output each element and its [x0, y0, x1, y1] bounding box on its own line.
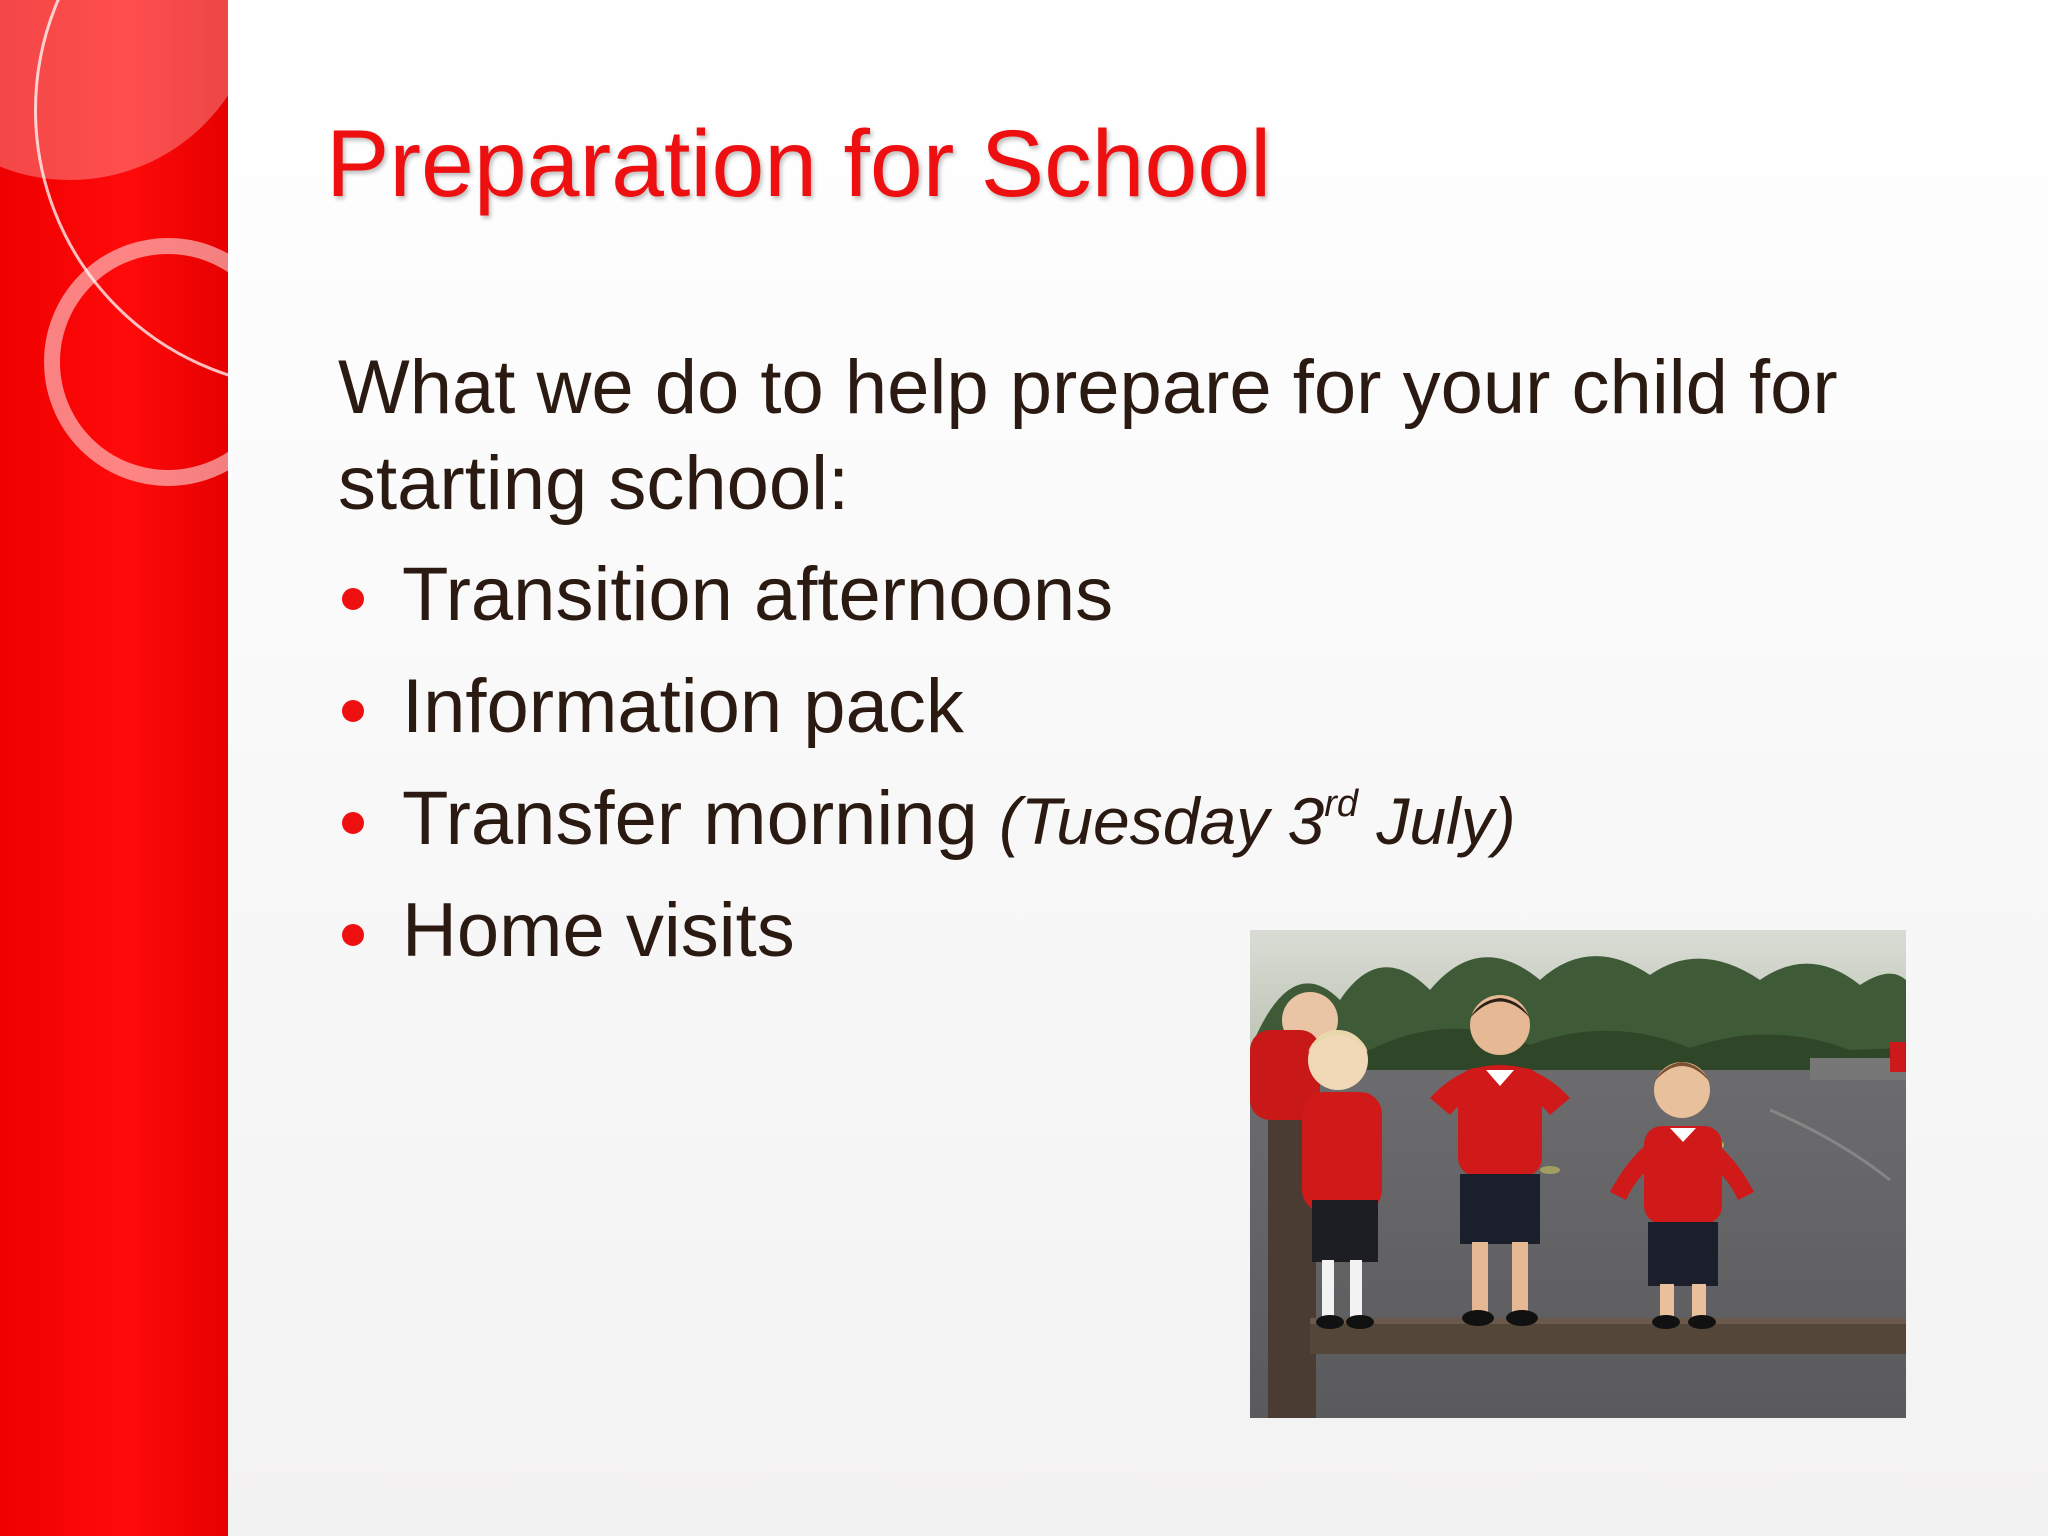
bullet-dot-icon: [342, 700, 364, 722]
bullet-dot-icon: [342, 812, 364, 834]
small-ring-decoration: [44, 238, 228, 486]
date-note: [999, 784, 1516, 858]
bullet-text: Transfer morning: [402, 776, 999, 861]
bullet-dot-icon: [342, 924, 364, 946]
slide-title: Preparation for School: [326, 111, 1272, 217]
photo-illustration: [1250, 930, 1906, 1418]
bullet-dot-icon: [342, 588, 364, 610]
decorative-side-band: [0, 0, 228, 1536]
date-note-suffix: July): [1358, 784, 1516, 858]
bullet-item: [338, 550, 1516, 662]
bullet-item: [338, 662, 1516, 774]
bullet-text: Home visits: [402, 888, 795, 973]
bullet-item: [338, 774, 1516, 886]
bullet-text: Transition afternoons: [402, 552, 1114, 637]
date-note-ordinal: rd: [1324, 783, 1359, 825]
intro-text: What we do to help prepare for your child for starting school:: [338, 345, 1838, 526]
bullet-text: Information pack: [402, 664, 964, 749]
children-playground-photo: [1250, 930, 1906, 1418]
date-note-prefix: (Tuesday 3: [998, 784, 1325, 858]
